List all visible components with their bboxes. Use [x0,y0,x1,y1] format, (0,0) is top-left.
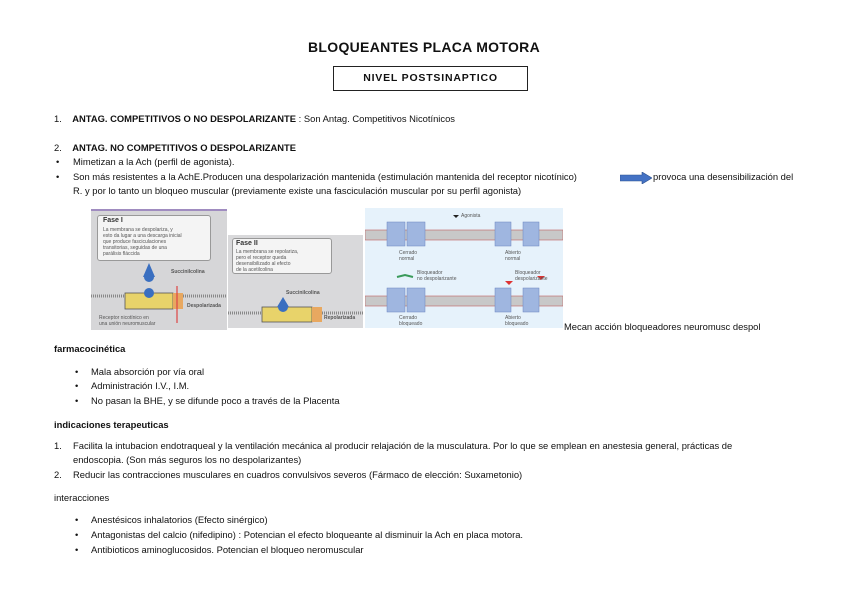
list-number: 1. [54,113,62,124]
figure-text: despolarizante [515,276,548,282]
figure-text: La membrana se repolariza, [236,249,299,255]
section-2-heading: ANTAG. NO COMPETITIVOS O DESPOLARIZANTE [72,142,297,153]
page-title: BLOQUEANTES PLACA MOTORA [308,39,540,55]
figure-text: esto da lugar a una descarga inicial [103,233,182,239]
figure-text: que produce fasciculaciones [103,239,167,245]
indicaciones-heading: indicaciones terapeuticas [54,419,169,430]
list-item: Anestésicos inhalatorios (Efecto sinérgico) [91,514,268,525]
list-item: Antibioticos aminoglucosidos. Potencian el bloqueo neromuscular [91,544,364,555]
bullet-marker: • [75,366,79,377]
figure-fase-2 [228,235,363,328]
figure-text: de la acetilcolina [236,267,273,273]
fase-1-title: Fase I [103,217,123,224]
list-item: Mimetizan a la Ach (perfil de agonista). [73,156,235,167]
section-2-heading-line [54,142,296,153]
figure-text: Bloqueador [417,270,443,276]
figure-caption: Mecan acción bloqueadores neuromusc despol [564,321,761,332]
figure-text: bloqueado [399,321,423,327]
list-item: Antagonistas del calcio (nifedipino) : Potencian el efecto bloqueante al disminuir la Ach en placa motora. [91,529,524,540]
list-item-continuation: endoscopia. (Son más seguros los no despolarizantes) [73,454,302,465]
list-item: Administración I.V., I.M. [91,380,190,391]
bullet-marker: • [75,514,79,525]
section-1 [54,113,455,124]
bullet-marker: • [75,529,79,540]
figure-text: pero el receptor queda [236,255,287,261]
figure-text: una unión neuromuscular [99,321,156,327]
drug-label: Succinilcolina [171,269,205,275]
figure-channels [365,208,563,328]
figure-text: Abierto [505,315,521,321]
bullet-marker: • [56,171,60,182]
figure-fase-1 [91,209,227,330]
figure-text: bloqueado [505,321,529,327]
state-label: Despolarizada [187,303,221,309]
farmacocinetica-heading: farmacocinética [54,343,126,354]
drug-label: Succinilcolina [286,290,320,296]
figure-text: La membrana se despolariza, y [103,227,173,233]
list-item-after-arrow: provoca una desensibilización del [653,171,794,182]
figure-text: transitorias, seguidas de una [103,245,167,251]
agonist-label: Agonista [461,213,481,219]
right-arrow-icon [620,172,652,184]
list-item: No pasan la BHE, y se difunde poco a través de la Placenta [91,395,340,406]
figure-text: Bloqueador [515,270,541,276]
figure-text: Cerrado [399,250,418,256]
bullet-marker: • [75,395,79,406]
section-1-heading: ANTAG. COMPETITIVOS O NO DESPOLARIZANTE [72,113,297,124]
bullet-marker: • [56,156,60,167]
figure-text: normal [399,256,415,262]
section-1-text: : Son Antag. Competitivos Nicotínicos [296,113,455,124]
list-item: Mala absorción por vía oral [91,366,205,377]
fase-2-title: Fase II [236,240,258,247]
figure-text: no despolarizante [417,276,457,282]
figure-text: desensibilizado al efecto [236,261,291,267]
subtitle-box: NIVEL POSTSINAPTICO [333,66,528,91]
list-item: Son más resistentes a la AchE.Producen una despolarización mantenida (estimulación mantenida del receptor nicotínico) [73,171,577,182]
channel-illustration [365,208,563,328]
bullet-marker: • [75,380,79,391]
list-number: 2. [54,142,62,153]
figure-text: Receptor nicotínico en [99,315,149,321]
list-number: 1. [54,440,62,451]
list-number: 2. [54,469,62,480]
figure-text: parálisis fláccida [103,251,140,257]
bullet-marker: • [75,544,79,555]
figure-text: Abierto [505,250,521,256]
figure-text: normal [505,256,521,262]
interacciones-heading: interacciones [54,492,110,503]
list-item: Facilita la intubacion endotraqueal y la ventilación mecánica al producir relajación de la musculatura. Por lo que se emplean en anestesia general, prácticas de [73,440,733,451]
figure-text: Cerrado [399,315,418,321]
state-label: Repolarizada [324,315,356,321]
receptor-illustration [91,211,227,330]
list-item-continuation: R. y por lo tanto un bloqueo muscular (previamente existe una fasciculación muscular por su perfil agonista) [73,185,522,196]
list-item: Reducir las contracciones musculares en cuadros convulsivos severos (Fármaco de elección: Suxametonio) [73,469,523,480]
